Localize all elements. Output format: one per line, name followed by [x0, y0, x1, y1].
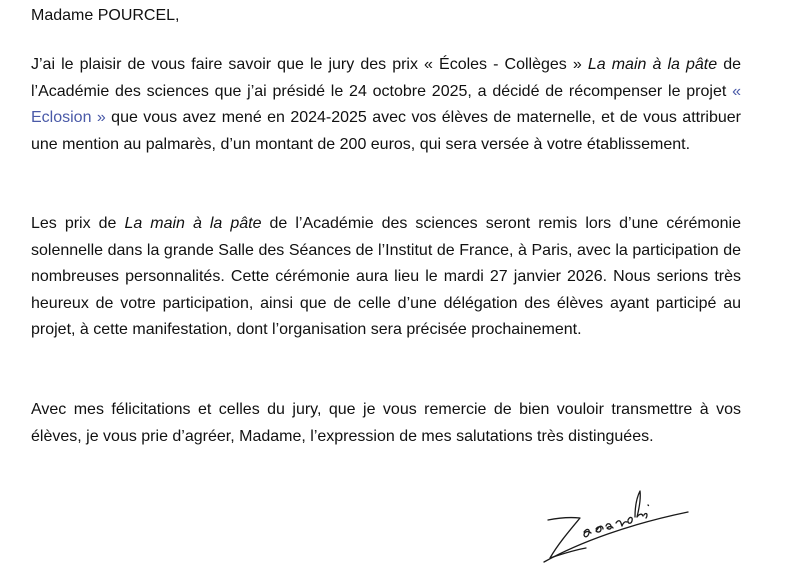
project-name: « Eclosion »	[31, 82, 741, 126]
paragraph1-text-3: de l’Académie des sciences que j’ai présidé le 24 octobre 2025, a décidé de récompenser le projet	[31, 56, 741, 100]
paragraph-ceremony	[31, 211, 741, 344]
program-name-2: La main à la pâte	[124, 215, 262, 232]
program-name: La main à la pâte	[587, 56, 718, 73]
paragraph2-text-3: de l’Académie des sciences seront remis lors d’une cérémonie solennelle dans la grande Salle des Séances de l’Institut de France, à Paris, avec la participation de nombreuses personnalités. Cette cérémonie aura lieu le mardi 27 janvier 2026. Nous serions très heureux de votre participation, ainsi que de celle d’une délégation des élèves ayant participé au projet, à cette manifestation, dont l’organisation sera précisée prochainement.	[31, 215, 741, 338]
paragraph-closing: Avec mes félicitations et celles du jury, que je vous remercie de bien vouloir transmettre à vos élèves, je vous prie d’agréer, Madame, l’expression de mes salutations très distinguées.	[31, 401, 741, 445]
salutation: Madame POURCEL,	[31, 7, 180, 24]
paragraph-award-notice	[31, 52, 741, 158]
paragraph1-text-5: que vous avez mené en 2024-2025 avec vos élèves de maternelle, et de vous attribuer une mention au palmarès, d’un montant de 200 euros, qui sera versée à votre établissement.	[31, 109, 741, 153]
paragraph2-text-1: Les prix de	[31, 215, 125, 232]
handwritten-signature	[540, 484, 690, 566]
paragraph1-text-1: J’ai le plaisir de vous faire savoir que le jury des prix « Écoles - Collèges »	[31, 56, 588, 73]
